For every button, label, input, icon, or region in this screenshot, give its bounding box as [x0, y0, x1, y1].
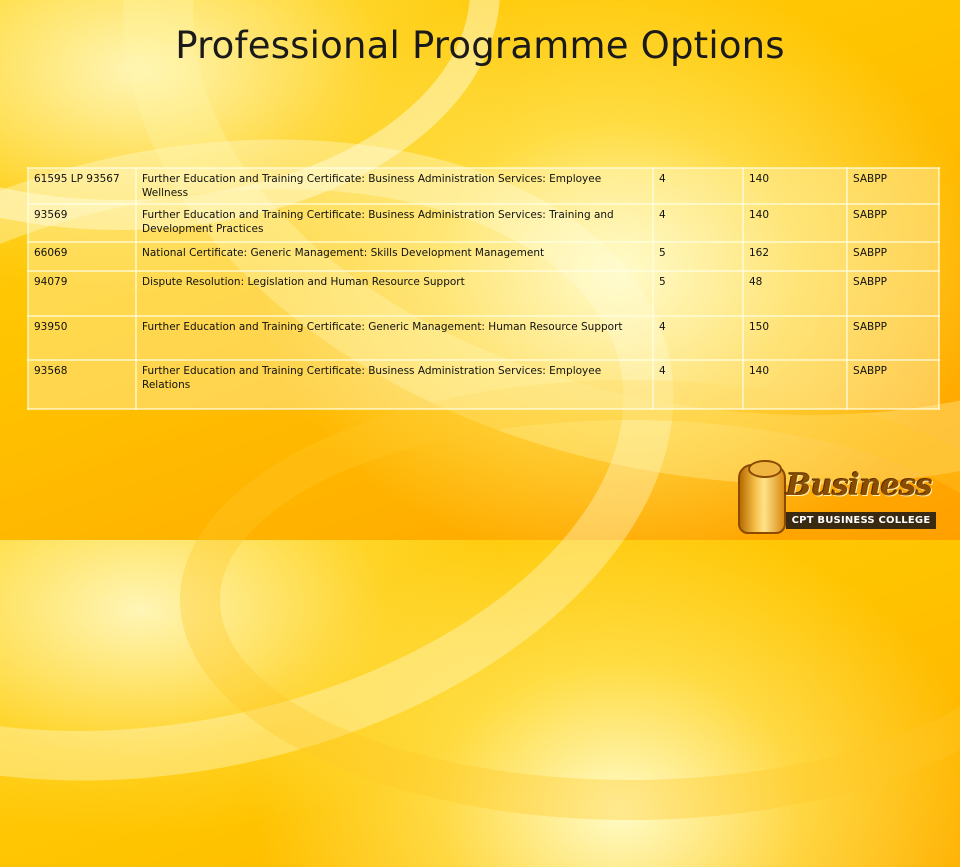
- logo-wordmark: Business: [786, 468, 933, 503]
- programme-code: 93568: [28, 360, 136, 409]
- programme-name: Dispute Resolution: Legislation and Human Resource Support: [136, 271, 653, 316]
- programme-code: 61595 LP 93567: [28, 168, 136, 204]
- programme-level: 5: [653, 271, 743, 316]
- programme-name: Further Education and Training Certificate: Business Administration Services: Employee Wellness: [136, 168, 653, 204]
- programme-credits: 150: [743, 316, 847, 360]
- programme-body: SABPP: [847, 360, 939, 409]
- programme-code: 94079: [28, 271, 136, 316]
- logo-tagline: CPT BUSINESS COLLEGE: [786, 512, 936, 529]
- programme-table: [27, 167, 940, 410]
- college-logo: [734, 462, 938, 536]
- table-row: [28, 316, 939, 360]
- programme-code: 93569: [28, 204, 136, 242]
- programme-body: SABPP: [847, 271, 939, 316]
- programme-credits: 140: [743, 360, 847, 409]
- programme-name: National Certificate: Generic Management: Skills Development Management: [136, 242, 653, 271]
- programme-credits: 140: [743, 204, 847, 242]
- programme-level: 5: [653, 242, 743, 271]
- programme-name: Further Education and Training Certificate: Business Administration Services: Employee Relations: [136, 360, 653, 409]
- programme-name: Further Education and Training Certificate: Generic Management: Human Resource Support: [136, 316, 653, 360]
- programme-name: Further Education and Training Certificate: Business Administration Services: Training and Development Practices: [136, 204, 653, 242]
- scroll-icon: [738, 464, 786, 534]
- table-row: [28, 168, 939, 204]
- programme-credits: 162: [743, 242, 847, 271]
- table-row: [28, 242, 939, 271]
- programme-body: SABPP: [847, 316, 939, 360]
- slide-title: Professional Programme Options: [175, 24, 785, 67]
- table-row: [28, 271, 939, 316]
- programme-credits: 48: [743, 271, 847, 316]
- programme-level: 4: [653, 316, 743, 360]
- programme-code: 93950: [28, 316, 136, 360]
- programme-level: 4: [653, 204, 743, 242]
- programme-credits: 140: [743, 168, 847, 204]
- table-row: [28, 360, 939, 409]
- background-swirl: [180, 380, 960, 820]
- programme-level: 4: [653, 360, 743, 409]
- programme-body: SABPP: [847, 168, 939, 204]
- table-row: [28, 204, 939, 242]
- programme-level: 4: [653, 168, 743, 204]
- programme-body: SABPP: [847, 242, 939, 271]
- programme-body: SABPP: [847, 204, 939, 242]
- programme-code: 66069: [28, 242, 136, 271]
